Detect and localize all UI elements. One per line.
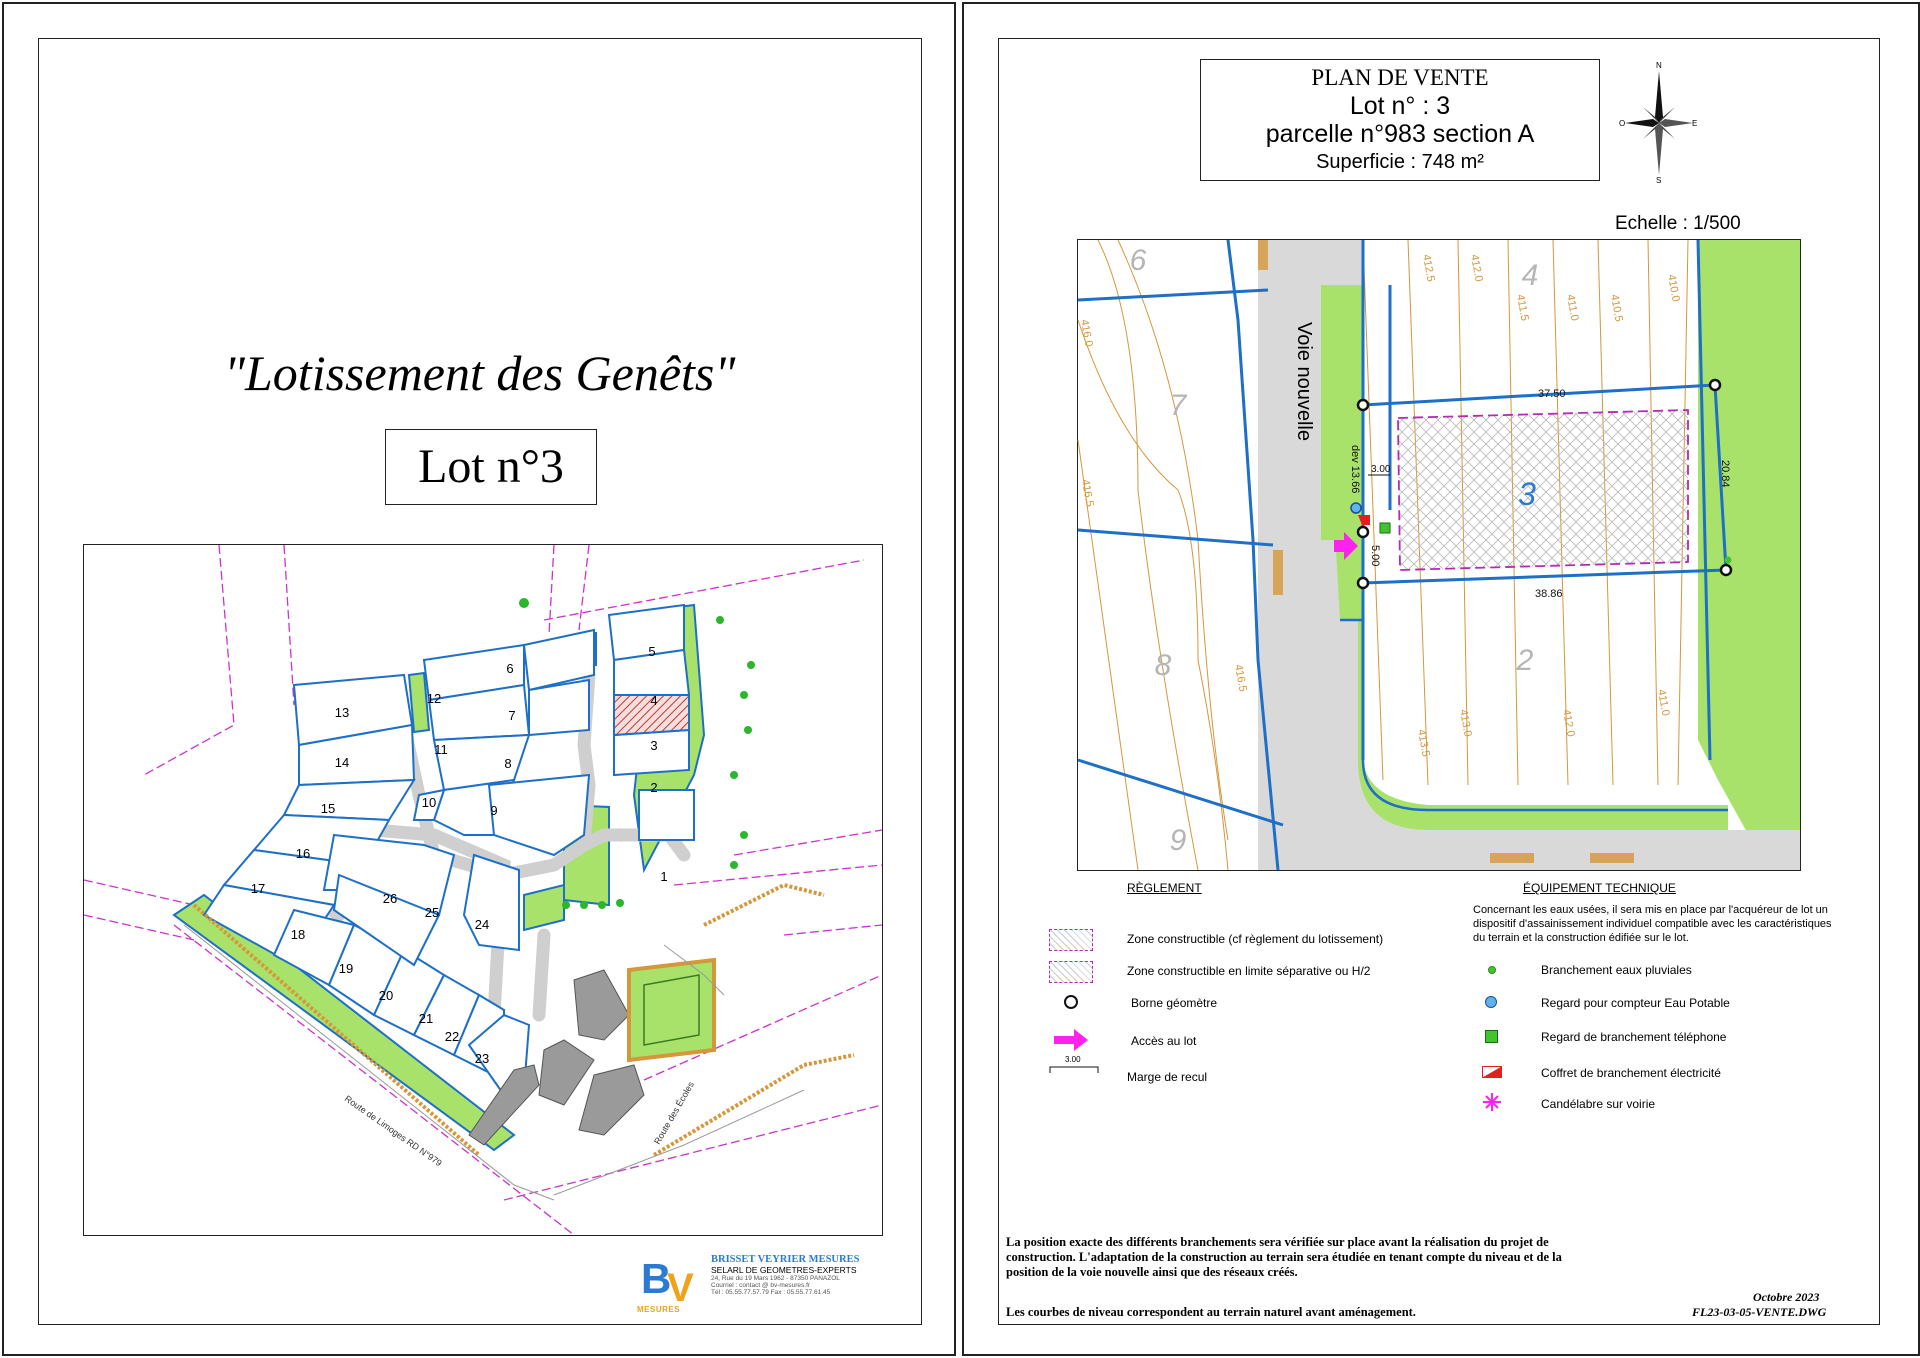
- lot-label: 25: [424, 905, 440, 920]
- logo-text: MESURES: [637, 1305, 681, 1314]
- legend-streetlight-label: Candélabre sur voirie: [1541, 1097, 1656, 1111]
- contour-label: 411.5: [1514, 293, 1531, 322]
- lot-label: 18: [290, 927, 306, 942]
- equipement-title: ÉQUIPEMENT TECHNIQUE: [1523, 881, 1676, 895]
- legend-zone-hatch: [1049, 929, 1093, 951]
- subdivision-plan-svg: [84, 545, 882, 1235]
- contour-label: 410.0: [1665, 273, 1682, 303]
- note-branchements: La position exacte des différents branchements sera vérifiée sur place avant la réalisation du projet de construction. L'adaptation de la construction au terrain sera étudiée en tenant compte du niveau et de la position de la voie nouvelle ainsi que des réseaux créés.: [1006, 1235, 1562, 1279]
- lot-number-2: 2: [1516, 644, 1534, 677]
- lot-label: 21: [418, 1011, 434, 1026]
- lot-label: 23: [474, 1051, 490, 1066]
- filename-label: FL23-03-05-VENTE.DWG: [1692, 1305, 1827, 1319]
- borne-icon: [1710, 380, 1720, 390]
- date-label: Octobre 2023: [1753, 1290, 1820, 1304]
- company-address: 24, Rue du 19 Mars 1962 - 87350 PANAZOL: [711, 1275, 840, 1282]
- reglement-title: RÈGLEMENT: [1127, 881, 1202, 895]
- stormwater-legend-icon: [1488, 966, 1496, 974]
- equipement-intro: Concernant les eaux usées, il sera mis en place par l'acquéreur de lot un dispositif d'assainissement individuel compatible avec les caractéristiques du terrain et la construction édifiée sur le lot.: [1473, 904, 1832, 944]
- dim-east: 20.84: [1719, 460, 1731, 488]
- lot-number-7: 7: [1169, 389, 1187, 422]
- contour-label: 416.5: [1232, 663, 1249, 693]
- contour-label: 412.0: [1560, 708, 1577, 738]
- header-line-4: Superficie : 748 m²: [1316, 151, 1484, 173]
- legend-access-label: Accès au lot: [1131, 1034, 1197, 1048]
- road-label-rd979: Route de Limoges RD N°979: [342, 1093, 444, 1169]
- contour-label: 411.0: [1564, 293, 1581, 322]
- borne-icon: [1721, 565, 1731, 575]
- legend-access-arrow-icon: [1054, 1029, 1088, 1056]
- legend-zone-label: Zone constructible (cf règlement du lotissement): [1127, 932, 1384, 946]
- lot-number-3: 3: [1518, 476, 1536, 512]
- lot-label: 20: [378, 988, 394, 1003]
- compass-rose: [1619, 59, 1699, 185]
- water-meter-legend-icon: [1485, 996, 1497, 1008]
- svg-text:V: V: [667, 1266, 694, 1310]
- right-sheet: [962, 2, 1920, 1356]
- compass-icon: [1619, 59, 1699, 185]
- svg-text:B: B: [641, 1255, 672, 1302]
- lot-label: 4: [650, 693, 658, 708]
- legend-zone-limit-label: Zone constructible en limite séparative ou H/2: [1127, 964, 1371, 978]
- left-frame: [38, 38, 922, 1325]
- lot-label: 8: [504, 756, 512, 771]
- lot-label: 12: [426, 691, 442, 706]
- company-name: BRISSET VEYRIER MESURES: [711, 1254, 860, 1265]
- lot-label: 10: [421, 795, 437, 810]
- lot-label: 11: [434, 742, 448, 757]
- lot-label: 13: [334, 705, 350, 720]
- contour-label: 416.0: [1078, 318, 1095, 348]
- lot-number-8: 8: [1154, 649, 1172, 682]
- borne-icon: [1358, 400, 1368, 410]
- lot-number-9: 9: [1169, 824, 1187, 857]
- contour-label: 413.0: [1457, 708, 1474, 738]
- subdivision-plan: [83, 544, 883, 1236]
- legend-water-meter-label: Regard pour compteur Eau Potable: [1541, 996, 1730, 1010]
- lot-label: 22: [444, 1029, 460, 1044]
- legend-borne-label: Borne géomètre: [1131, 996, 1218, 1010]
- right-frame: [998, 38, 1880, 1325]
- dim-north: 37.50: [1538, 388, 1566, 400]
- dim-west: dev 13.66: [1349, 445, 1361, 494]
- legend-telephone-label: Regard de branchement téléphone: [1541, 1030, 1727, 1044]
- contour-label: 412.0: [1468, 253, 1485, 283]
- dim-setback: 3.00: [1371, 464, 1391, 475]
- legend-zone-limit: [1049, 961, 1093, 983]
- borne-icon: [1358, 527, 1368, 537]
- contour-label: 413.5: [1415, 728, 1432, 758]
- compass-o: O: [1619, 119, 1626, 128]
- lot-label: 2: [650, 780, 658, 795]
- road-name-label: Voie nouvelle: [1293, 322, 1315, 441]
- lot-label: 19: [338, 961, 354, 976]
- header-line-1: PLAN DE VENTE: [1311, 65, 1489, 90]
- water-meter-icon: [1351, 503, 1361, 513]
- lot-label: 17: [250, 881, 266, 896]
- buildable-zone: [1398, 410, 1688, 570]
- compass-n: N: [1656, 61, 1662, 70]
- scale-label: Echelle : 1/500: [1615, 213, 1741, 234]
- stormwater-icon: [1725, 557, 1732, 564]
- lot-detail-plan: [1077, 239, 1801, 871]
- lot-label: 7: [508, 708, 516, 723]
- header-line-3: parcelle n°983 section A: [1265, 120, 1535, 148]
- contour-label: 416.5: [1079, 478, 1096, 508]
- contour-label: 411.0: [1655, 688, 1672, 717]
- dim-access: 5.00: [1369, 545, 1381, 567]
- lot-label: 9: [490, 803, 498, 818]
- electric-legend-icon: [1482, 1065, 1502, 1083]
- lot-number-box: Lot n°3: [385, 429, 597, 505]
- contour-label: 412.5: [1420, 253, 1437, 283]
- lot-label: 15: [320, 801, 336, 816]
- company-info: [711, 1254, 911, 1296]
- legend-electric-label: Coffret de branchement électricité: [1541, 1066, 1721, 1080]
- company-subtitle: SELARL DE GEOMETRES-EXPERTS: [711, 1265, 857, 1275]
- green-band-east: [1698, 240, 1800, 870]
- legend-stormwater-label: Branchement eaux pluviales: [1541, 963, 1692, 977]
- lot-number-4: 4: [1521, 259, 1539, 292]
- lot-label: 26: [382, 891, 398, 906]
- sports-field: [629, 960, 714, 1060]
- legend-setback-label: Marge de recul: [1127, 1070, 1208, 1084]
- dim-south: 38.86: [1535, 588, 1563, 600]
- company-email: Courriel : contact @ bv-mesures.fr: [711, 1282, 811, 1289]
- lot-label: 1: [660, 869, 668, 884]
- lot-detail-svg: [1078, 240, 1800, 870]
- lot-label: 24: [474, 917, 490, 932]
- compass-e: E: [1692, 119, 1698, 128]
- lot-number-6: 6: [1129, 244, 1147, 277]
- streetlight-legend-icon: [1483, 1093, 1501, 1116]
- legend-setback-icon: [1049, 1055, 1099, 1075]
- lot-label: 14: [334, 755, 350, 770]
- company-logo: [637, 1249, 709, 1315]
- compass-s: S: [1656, 176, 1662, 185]
- header-line-2: Lot n° : 3: [1349, 92, 1451, 120]
- left-sheet: [2, 2, 956, 1356]
- lot-label: 16: [295, 846, 311, 861]
- telephone-box-icon: [1380, 523, 1390, 533]
- project-title: "Lotissement des Genêts": [224, 345, 736, 401]
- lot-label: 3: [650, 738, 658, 753]
- lot-label: 5: [648, 644, 656, 659]
- lot-label: 6: [506, 661, 514, 676]
- note-courbes: Les courbes de niveau correspondent au terrain naturel avant aménagement.: [1006, 1305, 1416, 1319]
- borne-icon: [1358, 578, 1368, 588]
- telephone-legend-icon: [1485, 1030, 1498, 1043]
- contour-label: 410.5: [1608, 293, 1625, 323]
- company-phone: Tél : 05.55.77.57.79 Fax : 05.55.77.61.45: [711, 1289, 831, 1296]
- legend-setback-value: 3.00: [1065, 1055, 1081, 1064]
- sale-plan-header: [1200, 59, 1600, 181]
- road-label-ecoles: Route des Écoles: [652, 1079, 697, 1146]
- legend-borne-icon: [1064, 995, 1078, 1009]
